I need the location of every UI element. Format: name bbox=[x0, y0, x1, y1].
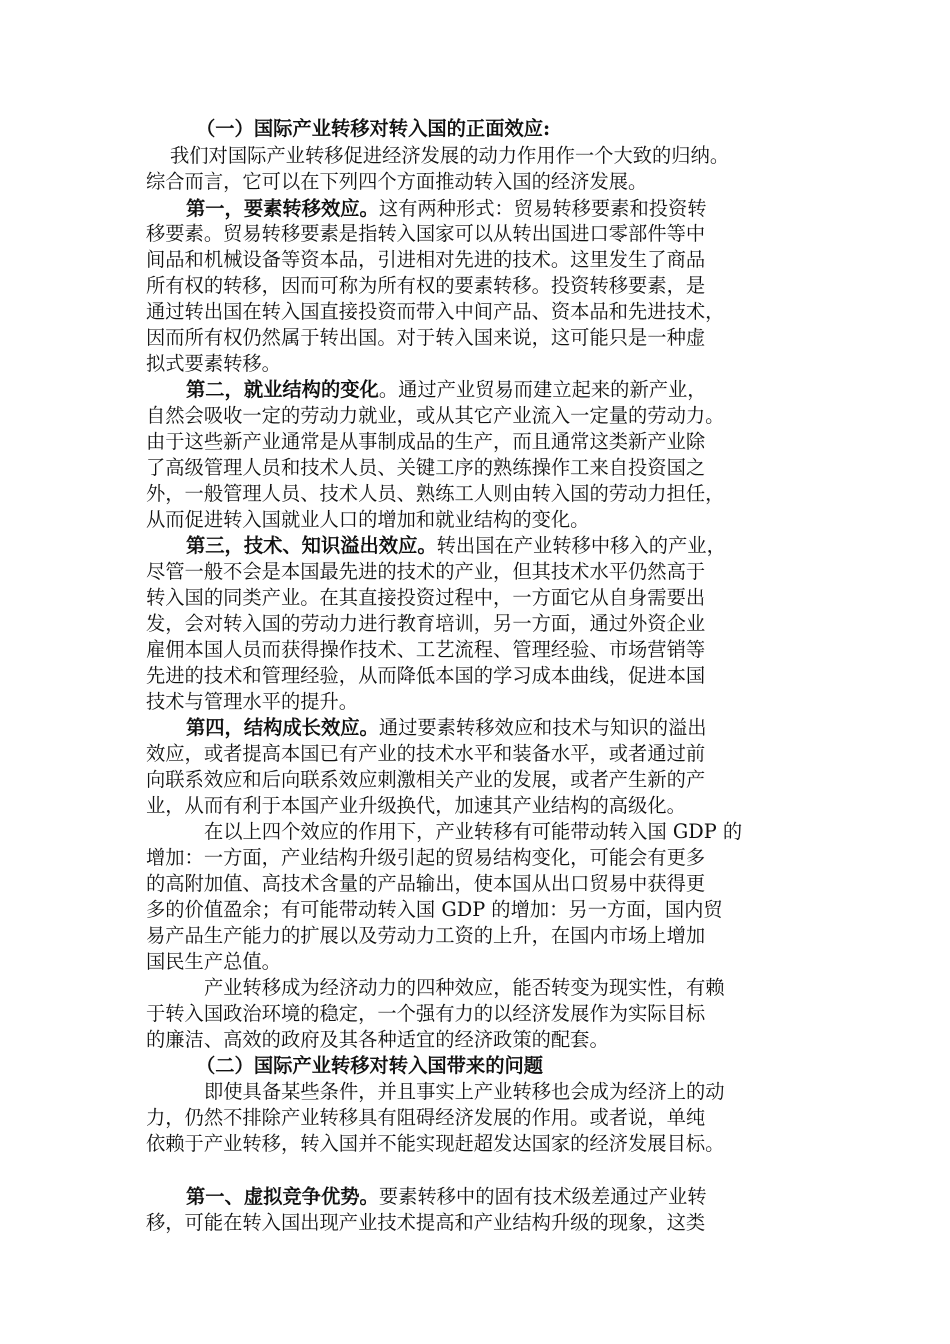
point-lead: 第三，技术、知识溢出效应。 bbox=[186, 534, 437, 557]
paragraph-line: 力，仍然不排除产业转移具有阻碍经济发展的作用。或者说，单纯 bbox=[146, 1106, 706, 1129]
point-text: 通过要素转移效应和技术与知识的溢出 bbox=[378, 716, 707, 739]
section-heading: （一）国际产业转移对转入国的正面效应: bbox=[196, 117, 551, 140]
point-lead: 第四，结构成长效应。 bbox=[186, 716, 379, 739]
paragraph-line: 在以上四个效应的作用下，产业转移有可能带动转入国 GDP 的 bbox=[204, 820, 743, 843]
point-text: 。通过产业贸易而建立起来的新产业， bbox=[378, 378, 707, 401]
paragraph-line bbox=[186, 533, 862, 559]
paragraph-line: 外，一般管理人员、技术人员、熟练工人则由转入国的劳动力担任， bbox=[146, 482, 725, 505]
paragraph-line: 转入国的同类产业。在其直接投资过程中，一方面它从自身需要出 bbox=[146, 586, 706, 609]
paragraph-line: 因而所有权仍然属于转出国。对于转入国来说，这可能只是一种虚 bbox=[146, 326, 706, 349]
paragraph-line: 即使具备某些条件，并且事实上产业转移也会成为经济上的动 bbox=[204, 1080, 725, 1103]
paragraph-line: 效应，或者提高本国已有产业的技术水平和装备水平，或者通过前 bbox=[146, 742, 706, 765]
paragraph-line: 发，会对转入国的劳动力进行教育培训，另一方面，通过外资企业 bbox=[146, 612, 706, 635]
paragraph-line: 间品和机械设备等资本品，引进相对先进的技术。这里发生了商品 bbox=[146, 248, 706, 271]
paragraph-line: 技术与管理水平的提升。 bbox=[146, 690, 359, 713]
paragraph-line: 的高附加值、高技术含量的产品输出，使本国从出口贸易中获得更 bbox=[146, 872, 706, 895]
paragraph-line: 业，从而有利于本国产业升级换代，加速其产业结构的高级化。 bbox=[146, 794, 686, 817]
paragraph-line: 移，可能在转入国出现产业技术提高和产业结构升级的现象，这类 bbox=[146, 1211, 706, 1234]
paragraph-line: 通过转出国在转入国直接投资而带入中间产品、资本品和先进技术， bbox=[146, 300, 725, 323]
paragraph-line bbox=[186, 377, 862, 403]
paragraph-line: 多的价值盈余；有可能带动转入国 GDP 的增加：另一方面，国内贸 bbox=[146, 898, 723, 921]
paragraph-line: 从而促进转入国就业人口的增加和就业结构的变化。 bbox=[146, 508, 590, 531]
paragraph-line: 雇佣本国人员而获得操作技术、工艺流程、管理经验、市场营销等 bbox=[146, 638, 706, 661]
paragraph-line: 我们对国际产业转移促进经济发展的动力作用作一个大致的归纳。 bbox=[170, 144, 730, 167]
paragraph-line: 自然会吸收一定的劳动力就业，或从其它产业流入一定量的劳动力。 bbox=[146, 404, 725, 427]
paragraph-line bbox=[186, 1184, 862, 1210]
paragraph-line: 先进的技术和管理经验，从而降低本国的学习成本曲线，促进本国 bbox=[146, 664, 706, 687]
paragraph-line: 产业转移成为经济动力的四种效应，能否转变为现实性，有赖 bbox=[204, 976, 725, 999]
point-lead: 第一，要素转移效应。 bbox=[186, 197, 379, 220]
paragraph-line: 由于这些新产业通常是从事制成品的生产，而且通常这类新产业除 bbox=[146, 430, 706, 453]
paragraph-line: 拟式要素转移。 bbox=[146, 352, 281, 375]
paragraph-line: 尽管一般不会是本国最先进的技术的产业，但其技术水平仍然高于 bbox=[146, 560, 706, 583]
point-text: 这有两种形式：贸易转移要素和投资转 bbox=[378, 197, 707, 220]
paragraph-line: 易产品生产能力的扩展以及劳动力工资的上升，在国内市场上增加 bbox=[146, 924, 706, 947]
paragraph-line: 综合而言，它可以在下列四个方面推动转入国的经济发展。 bbox=[146, 170, 648, 193]
paragraph-line: 依赖于产业转移，转入国并不能实现赶超发达国家的经济发展目标。 bbox=[146, 1132, 725, 1155]
paragraph-line: 的廉洁、高效的政府及其各种适宜的经济政策的配套。 bbox=[146, 1028, 609, 1051]
paragraph-line: 了高级管理人员和技术人员、关键工序的熟练操作工来自投资国之 bbox=[146, 456, 706, 479]
paragraph-line: 向联系效应和后向联系效应刺激相关产业的发展，或者产生新的产 bbox=[146, 768, 706, 791]
paragraph-line: 所有权的转移，因而可称为所有权的要素转移。投资转移要素，是 bbox=[146, 274, 706, 297]
point-lead: 第二，就业结构的变化 bbox=[186, 378, 379, 401]
point-text: 要素转移中的固有技术级差通过产业转 bbox=[378, 1185, 707, 1208]
paragraph-line bbox=[186, 196, 862, 222]
section-heading: （二）国际产业转移对转入国带来的问题 bbox=[196, 1054, 544, 1077]
paragraph-line: 国民生产总值。 bbox=[146, 950, 281, 973]
paragraph-line bbox=[186, 715, 862, 741]
paragraph-line: 移要素。贸易转移要素是指转入国家可以从转出国进口零部件等中 bbox=[146, 222, 706, 245]
point-text: 转出国在产业转移中移入的产业， bbox=[436, 534, 726, 557]
paragraph-line: 于转入国政治环境的稳定，一个强有力的以经济发展作为实际目标 bbox=[146, 1002, 706, 1025]
point-lead: 第一、虚拟竞争优势。 bbox=[186, 1185, 379, 1208]
paragraph-line: 增加：一方面，产业结构升级引起的贸易结构变化，可能会有更多 bbox=[146, 846, 706, 869]
